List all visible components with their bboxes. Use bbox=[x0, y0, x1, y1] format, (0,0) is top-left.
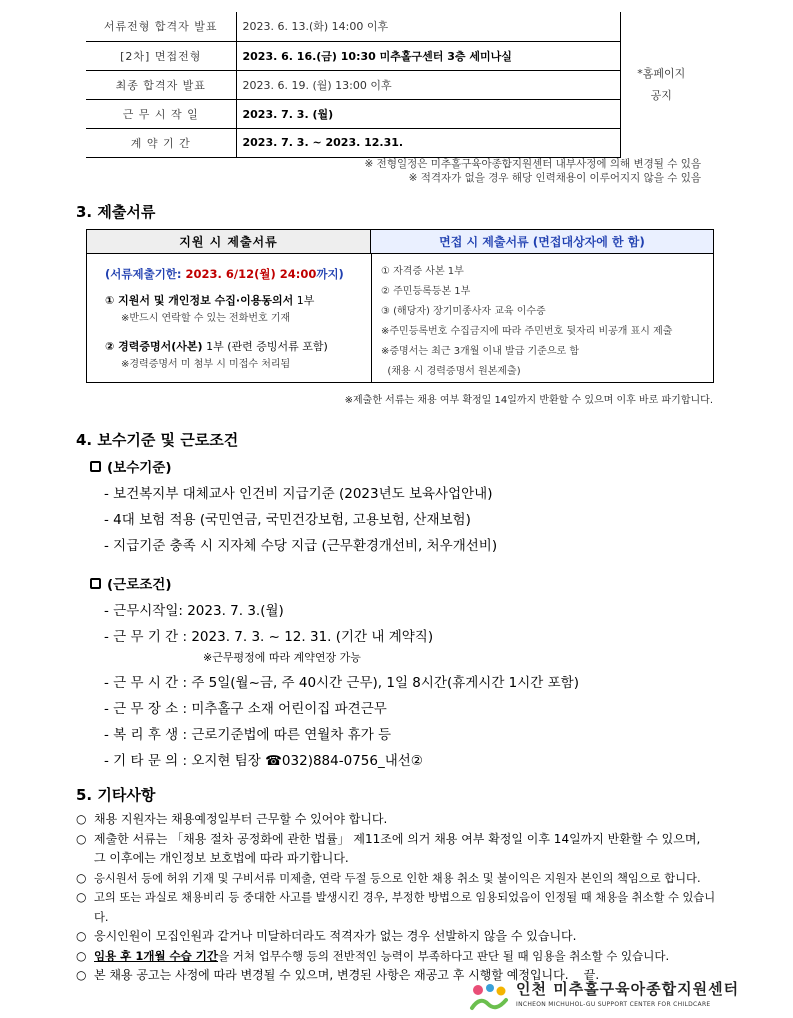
schedule-label: 계 약 기 간 bbox=[86, 128, 236, 157]
schedule-value: 2023. 7. 3. ~ 2023. 12.31. bbox=[236, 128, 620, 157]
schedule-label: [2차] 면접전형 bbox=[86, 41, 236, 70]
schedule-table bbox=[86, 12, 702, 158]
column-divider bbox=[371, 254, 372, 382]
pay-item: - 4대 보험 적용 (국민연금, 국민건강보험, 고용보험, 산재보험) bbox=[104, 512, 471, 528]
list-item: ○ 응시원서 등에 허위 기재 및 구비서류 미제출, 연락 두절 등으로 인한 채용 취소 및 불이익은 지원자 본인의 책임으로 합니다. bbox=[76, 870, 701, 885]
pay-block bbox=[90, 456, 497, 554]
pay-heading: (보수기준) bbox=[107, 460, 172, 476]
doc-item: ② 경력증명서(사본) 1부 (관련 증빙서류 포함) bbox=[105, 340, 328, 353]
work-item: - 복 리 후 생 : 근로기준법에 따른 연월차 휴가 등 bbox=[104, 727, 392, 743]
list-item-continuation: 그 이후에는 개인정보 보호법에 따라 파기합니다. bbox=[94, 851, 349, 865]
schedule-value: 2023. 6. 19. (월) 13:00 이후 bbox=[236, 70, 620, 99]
section5-title: 5. 기타사항 bbox=[76, 786, 156, 804]
interview-doc-item: ※주민등록번호 수집금지에 따라 주민번호 뒷자리 비공개 표시 제출 bbox=[381, 326, 673, 337]
section3-title: 3. 제출서류 bbox=[76, 203, 156, 221]
list-item: ○ 제출한 서류는 「채용 절차 공정화에 관한 법률」 제11조에 의거 채용 여부 확정일 이후 14일까지 반환할 수 있으며, bbox=[76, 831, 701, 846]
submission-table bbox=[86, 229, 714, 383]
interview-doc-item: ② 주민등록등본 1부 bbox=[381, 286, 471, 297]
checkbox-square-icon bbox=[90, 578, 101, 589]
doc-note: ※반드시 연락할 수 있는 전화번호 기재 bbox=[121, 313, 291, 324]
list-item: ○ 채용 지원자는 채용예정일부터 근무할 수 있어야 합니다. bbox=[76, 812, 388, 826]
submission-header-left: 지원 시 제출서류 bbox=[87, 230, 371, 254]
list-item: ○ 임용 후 1개월 수습 기간을 거쳐 업무수행 등의 전반적인 능력이 부족하다고 판단 될 때 임용을 취소할 수 있습니다. bbox=[76, 948, 670, 963]
logo-mark-icon bbox=[468, 982, 510, 1012]
logo-subtitle: INCHEON MICHUHOL-GU SUPPORT CENTER FOR CHILDCARE bbox=[516, 1001, 711, 1008]
schedule-note: *홈페이지 공지 bbox=[620, 12, 702, 157]
logo-name: 인천 미추홀구육아종합지원센터 bbox=[516, 980, 740, 998]
schedule-label: 최종 합격자 발표 bbox=[86, 70, 236, 99]
work-block bbox=[90, 573, 579, 769]
schedule-notes: ※ 전형일정은 미추홀구육아종합지원센터 내부사정에 의해 변경될 수 있음 ※ 적격자가 없을 경우 해당 인력채용이 이루어지지 않을 수 있음 bbox=[364, 158, 701, 184]
interview-doc-item: ※증명서는 최근 3개월 이내 발급 기준으로 함 bbox=[381, 346, 580, 357]
work-item: - 근 무 장 소 : 미추홀구 소재 어린이집 파견근무 bbox=[104, 701, 387, 717]
etc-list bbox=[76, 810, 716, 986]
pay-item: - 보건복지부 대체교사 인건비 지급기준 (2023년도 보육사업안내) bbox=[104, 486, 493, 502]
work-item: - 근 무 시 간 : 주 5일(월~금, 주 40시간 근무), 1일 8시간(휴게시간 1시간 포함) bbox=[104, 675, 579, 691]
list-item: ○ 응시인원이 모집인원과 같거나 미달하더라도 적격자가 없는 경우 선발하지 않을 수 있습니다. bbox=[76, 929, 577, 943]
doc-item: ① 지원서 및 개인정보 수집·이용동의서 1부 bbox=[105, 294, 315, 307]
submission-footnote: ※제출한 서류는 채용 여부 확정일 14일까지 반환할 수 있으며 이후 바로 파기합니다. bbox=[344, 395, 713, 406]
schedule-value: 2023. 7. 3. (월) bbox=[236, 99, 620, 128]
interview-doc-item: ① 자격증 사본 1부 bbox=[381, 266, 464, 277]
schedule-value: 2023. 6. 16.(금) 10:30 미추홀구센터 3층 세미나실 bbox=[236, 41, 620, 70]
interview-doc-item: (채용 시 경력증명서 원본제출) bbox=[381, 366, 521, 377]
list-item: ○ 본 채용 공고는 사정에 따라 변경될 수 있으며, 변경된 사항은 재공고 후 시행할 예정입니다. 끝. bbox=[76, 968, 600, 982]
center-logo bbox=[468, 982, 739, 1012]
schedule-label: 서류전형 합격자 발표 bbox=[86, 12, 236, 41]
doc-note: ※경력증명서 미 첨부 시 미접수 처리됨 bbox=[121, 359, 291, 370]
work-item: - 근무시작일: 2023. 7. 3.(월) bbox=[104, 603, 284, 619]
work-item: - 기 타 문 의 : 오지현 팀장 ☎032)884-0756_내선② bbox=[104, 753, 423, 769]
list-item: ○ 고의 또는 과실로 채용비리 등 중대한 사고를 발생시킨 경우, 부정한 방법으로 임용되었음이 인정될 때 채용을 취소할 수 있습니다. bbox=[76, 890, 716, 924]
submission-deadline: (서류제출기한: 2023. 6/12(월) 24:00까지) bbox=[105, 267, 344, 281]
interview-doc-item: ③ (해당자) 장기미종사자 교육 이수증 bbox=[381, 306, 546, 317]
schedule-label: 근 무 시 작 일 bbox=[86, 99, 236, 128]
work-subnote: ※근무평정에 따라 계약연장 가능 bbox=[203, 651, 361, 664]
section4-title: 4. 보수기준 및 근로조건 bbox=[76, 431, 239, 449]
checkbox-square-icon bbox=[90, 461, 101, 472]
application-docs bbox=[87, 254, 371, 370]
schedule-value: 2023. 6. 13.(화) 14:00 이후 bbox=[236, 12, 620, 41]
pay-item: - 지급기준 충족 시 지자체 수당 지급 (근무환경개선비, 처우개선비) bbox=[104, 538, 498, 554]
work-item: - 근 무 기 간 : 2023. 7. 3. ~ 12. 31. (기간 내 계약직) bbox=[104, 629, 434, 645]
work-heading: (근로조건) bbox=[107, 577, 172, 593]
interview-docs bbox=[381, 262, 672, 382]
submission-header-right: 면접 시 제출서류 (면접대상자에 한 함) bbox=[371, 230, 713, 254]
